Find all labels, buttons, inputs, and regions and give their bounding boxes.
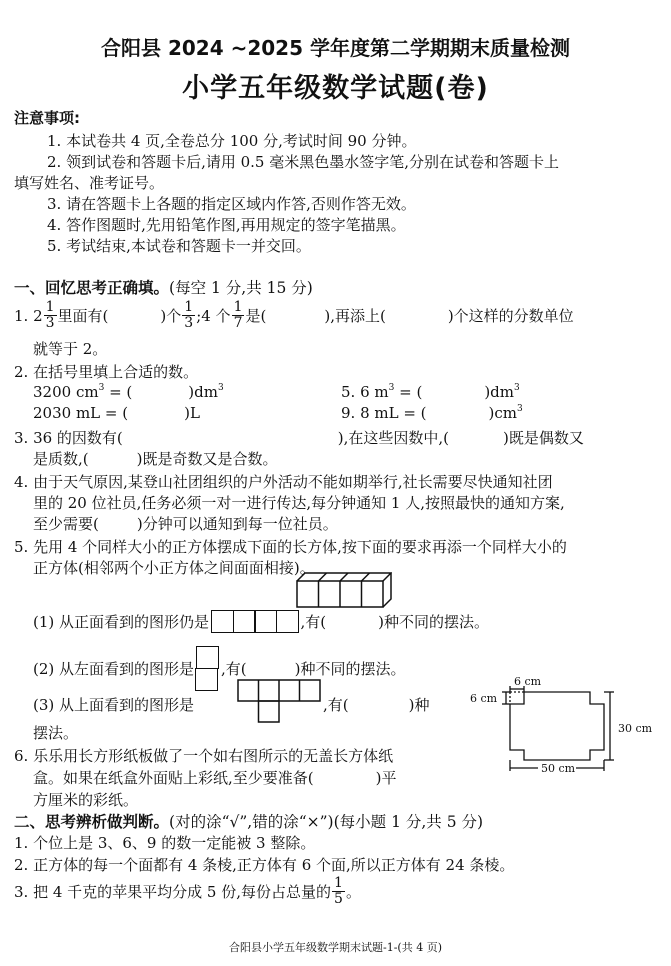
q5-text: )种不同的摆法。 xyxy=(294,659,406,678)
denominator: 3 xyxy=(45,315,55,331)
q5-line2: 正方体(相邻两个小正方体之间面面相接)。 xyxy=(33,559,315,577)
judge-question-3 xyxy=(14,876,361,907)
exponent: 3 xyxy=(517,404,523,414)
q3-text: 3. 36 的因数有( xyxy=(14,429,123,447)
section2-heading-row xyxy=(14,810,483,832)
q1-text: 1. 2 xyxy=(14,306,43,325)
note-item: 3. 请在答题卡上各题的指定区域内作答,否则作答无效。 xyxy=(47,195,416,213)
q3-line2 xyxy=(33,448,277,469)
q2-r2a xyxy=(33,404,200,422)
section2-score: (对的涂“√”,错的涂“×”)(每小题 1 分,共 5 分) xyxy=(169,813,484,831)
note-item: 2. 领到试卷和答题卡后,请用 0.5 毫米黑色墨水签字笔,分别在试卷和答题卡上 xyxy=(47,153,560,171)
q2-text: )cm xyxy=(488,404,518,422)
q5-text: )种不同的摆法。 xyxy=(378,613,490,631)
page-footer: 合阳县小学五年级数学期末试题-1-(共 4 页) xyxy=(228,941,442,954)
fraction xyxy=(44,300,57,331)
q5-part1 xyxy=(33,610,489,633)
cardboard-figure xyxy=(468,676,664,786)
question-5: 5. 先用 4 个同样大小的正方体摆成下面的长方体,按下面的要求再添一个同样大小的 xyxy=(14,538,567,556)
square-cell xyxy=(211,610,234,633)
q5-text: )种 xyxy=(408,696,430,714)
q5-part3-line2: 摆法。 xyxy=(33,724,79,742)
numerator: 1 xyxy=(233,299,243,315)
q5-part2 xyxy=(33,646,406,691)
q1-line2: 就等于 2。 xyxy=(33,340,108,358)
question-6: 6. 乐乐用长方形纸板做了一个如右图所示的无盖长方体纸 xyxy=(14,747,394,765)
left-dimension: 6 cm xyxy=(470,692,498,705)
q5-text: ,有( xyxy=(221,659,247,678)
q2-text: 9. 8 mL = ( xyxy=(341,404,427,422)
question-3 xyxy=(14,427,584,448)
denominator: 5 xyxy=(334,891,343,907)
front-view-figure xyxy=(211,610,299,633)
right-dimension: 30 cm xyxy=(618,722,653,735)
question-4: 4. 由于天气原因,某登山社团组织的户外活动不能如期举行,社长需要尽快通知社团 xyxy=(14,473,553,491)
square-cell xyxy=(195,668,218,691)
judge-question-2: 2. 正方体的每一个面都有 4 条棱,正方体有 6 个面,所以正方体有 24 条棱。 xyxy=(14,856,515,874)
note-item: 4. 答作图题时,先用铅笔作图,再用规定的签字笔描黑。 xyxy=(47,216,406,234)
q5-part3-tail xyxy=(323,694,429,715)
q1-text: 里面有( xyxy=(57,307,109,325)
q5-part3-label: (3) 从上面看到的图形是 xyxy=(33,696,195,714)
q2-r1b xyxy=(341,383,520,401)
note-item: 1. 本试卷共 4 页,全卷总分 100 分,考试时间 90 分钟。 xyxy=(47,132,417,150)
q-text: 。 xyxy=(345,883,361,901)
q6-line2 xyxy=(33,767,396,788)
numerator: 1 xyxy=(334,875,343,891)
q3-text: )既是奇数又是合数。 xyxy=(136,450,278,468)
exam-title: 合阳县 2024 ~2025 学年度第二学期期末质量检测 xyxy=(101,36,570,60)
section1-heading-row xyxy=(14,276,313,298)
q2-r1a xyxy=(33,383,224,401)
left-view-figure xyxy=(196,646,219,691)
q6-line3: 方厘米的彩纸。 xyxy=(33,791,139,809)
q6-text: )平 xyxy=(375,769,397,787)
judge-question-1: 1. 个位上是 3、6、9 的数一定能被 3 整除。 xyxy=(14,834,316,852)
denominator: 7 xyxy=(233,315,243,331)
exponent: 3 xyxy=(388,383,395,393)
q5-text: ,有( xyxy=(300,613,327,631)
section2-heading: 二、思考辨析做判断。 xyxy=(14,813,170,831)
section1-heading: 一、回忆思考正确填。 xyxy=(14,279,170,297)
question-2: 2. 在括号里填上合适的数。 xyxy=(14,363,199,381)
q2-text: = ( xyxy=(394,383,423,401)
numerator: 1 xyxy=(184,299,194,315)
q5-text: (2) 从左面看到的图形是 xyxy=(33,659,195,678)
bottom-dimension: 50 cm xyxy=(541,762,576,775)
square-cell xyxy=(196,646,219,669)
q2-text: 2030 mL = ( xyxy=(33,404,129,422)
notes-heading: 注意事项: xyxy=(14,109,80,127)
q5-text: (1) 从正面看到的图形仍是 xyxy=(33,613,210,631)
q3-text: ),在这些因数中,( xyxy=(337,429,450,447)
q1-text: ;4 个 xyxy=(196,307,231,325)
numerator: 1 xyxy=(45,299,55,315)
top-dimension: 6 cm xyxy=(514,676,542,688)
fraction xyxy=(332,876,345,907)
square-cell xyxy=(233,610,256,633)
fraction xyxy=(182,300,195,331)
q4-line2: 里的 20 位社员,任务必须一对一进行传达,每分钟通知 1 人,按照最快的通知方案, xyxy=(33,494,565,512)
top-view-figure xyxy=(237,679,321,724)
q1-text: )个这样的分数单位 xyxy=(447,307,574,325)
q1-text: )个 xyxy=(160,307,182,325)
q2-text: )L xyxy=(184,404,200,422)
exponent: 3 xyxy=(217,383,224,393)
exponent: 3 xyxy=(98,383,105,393)
denominator: 3 xyxy=(184,315,194,331)
exam-subtitle: 小学五年级数学试题(卷) xyxy=(182,73,489,104)
q6-text: 盒。如果在纸盒外面贴上彩纸,至少要准备( xyxy=(33,769,314,787)
exponent: 3 xyxy=(514,383,520,393)
q4-line3 xyxy=(33,513,338,534)
q3-text: )既是偶数又 xyxy=(503,429,584,447)
q2-text: )dm xyxy=(188,383,218,401)
q3-text: 是质数,( xyxy=(33,450,89,468)
cuboid-figure xyxy=(296,571,392,609)
note-item: 填写姓名、准考证号。 xyxy=(14,174,165,192)
q2-text: = ( xyxy=(104,383,133,401)
question-1 xyxy=(14,300,574,331)
q4-text: )分钟可以通知到每一位社员。 xyxy=(136,515,338,533)
square-cell xyxy=(254,610,277,633)
q2-text: )dm xyxy=(484,383,515,401)
q5-text: ,有( xyxy=(323,696,349,714)
q1-text: 是( xyxy=(245,307,267,325)
fraction xyxy=(232,300,245,331)
q2-text: 5. 6 m xyxy=(341,383,389,401)
q1-text: ),再添上( xyxy=(324,307,386,325)
note-item: 5. 考试结束,本试卷和答题卡一并交回。 xyxy=(47,237,311,255)
q2-text: 3200 cm xyxy=(33,383,99,401)
q4-text: 至少需要( xyxy=(33,515,99,533)
square-cell xyxy=(276,610,299,633)
q2-r2b xyxy=(341,404,523,422)
section1-score: (每空 1 分,共 15 分) xyxy=(169,279,313,297)
q-text: 3. 把 4 千克的苹果平均分成 5 份,每份占总量的 xyxy=(14,883,332,901)
